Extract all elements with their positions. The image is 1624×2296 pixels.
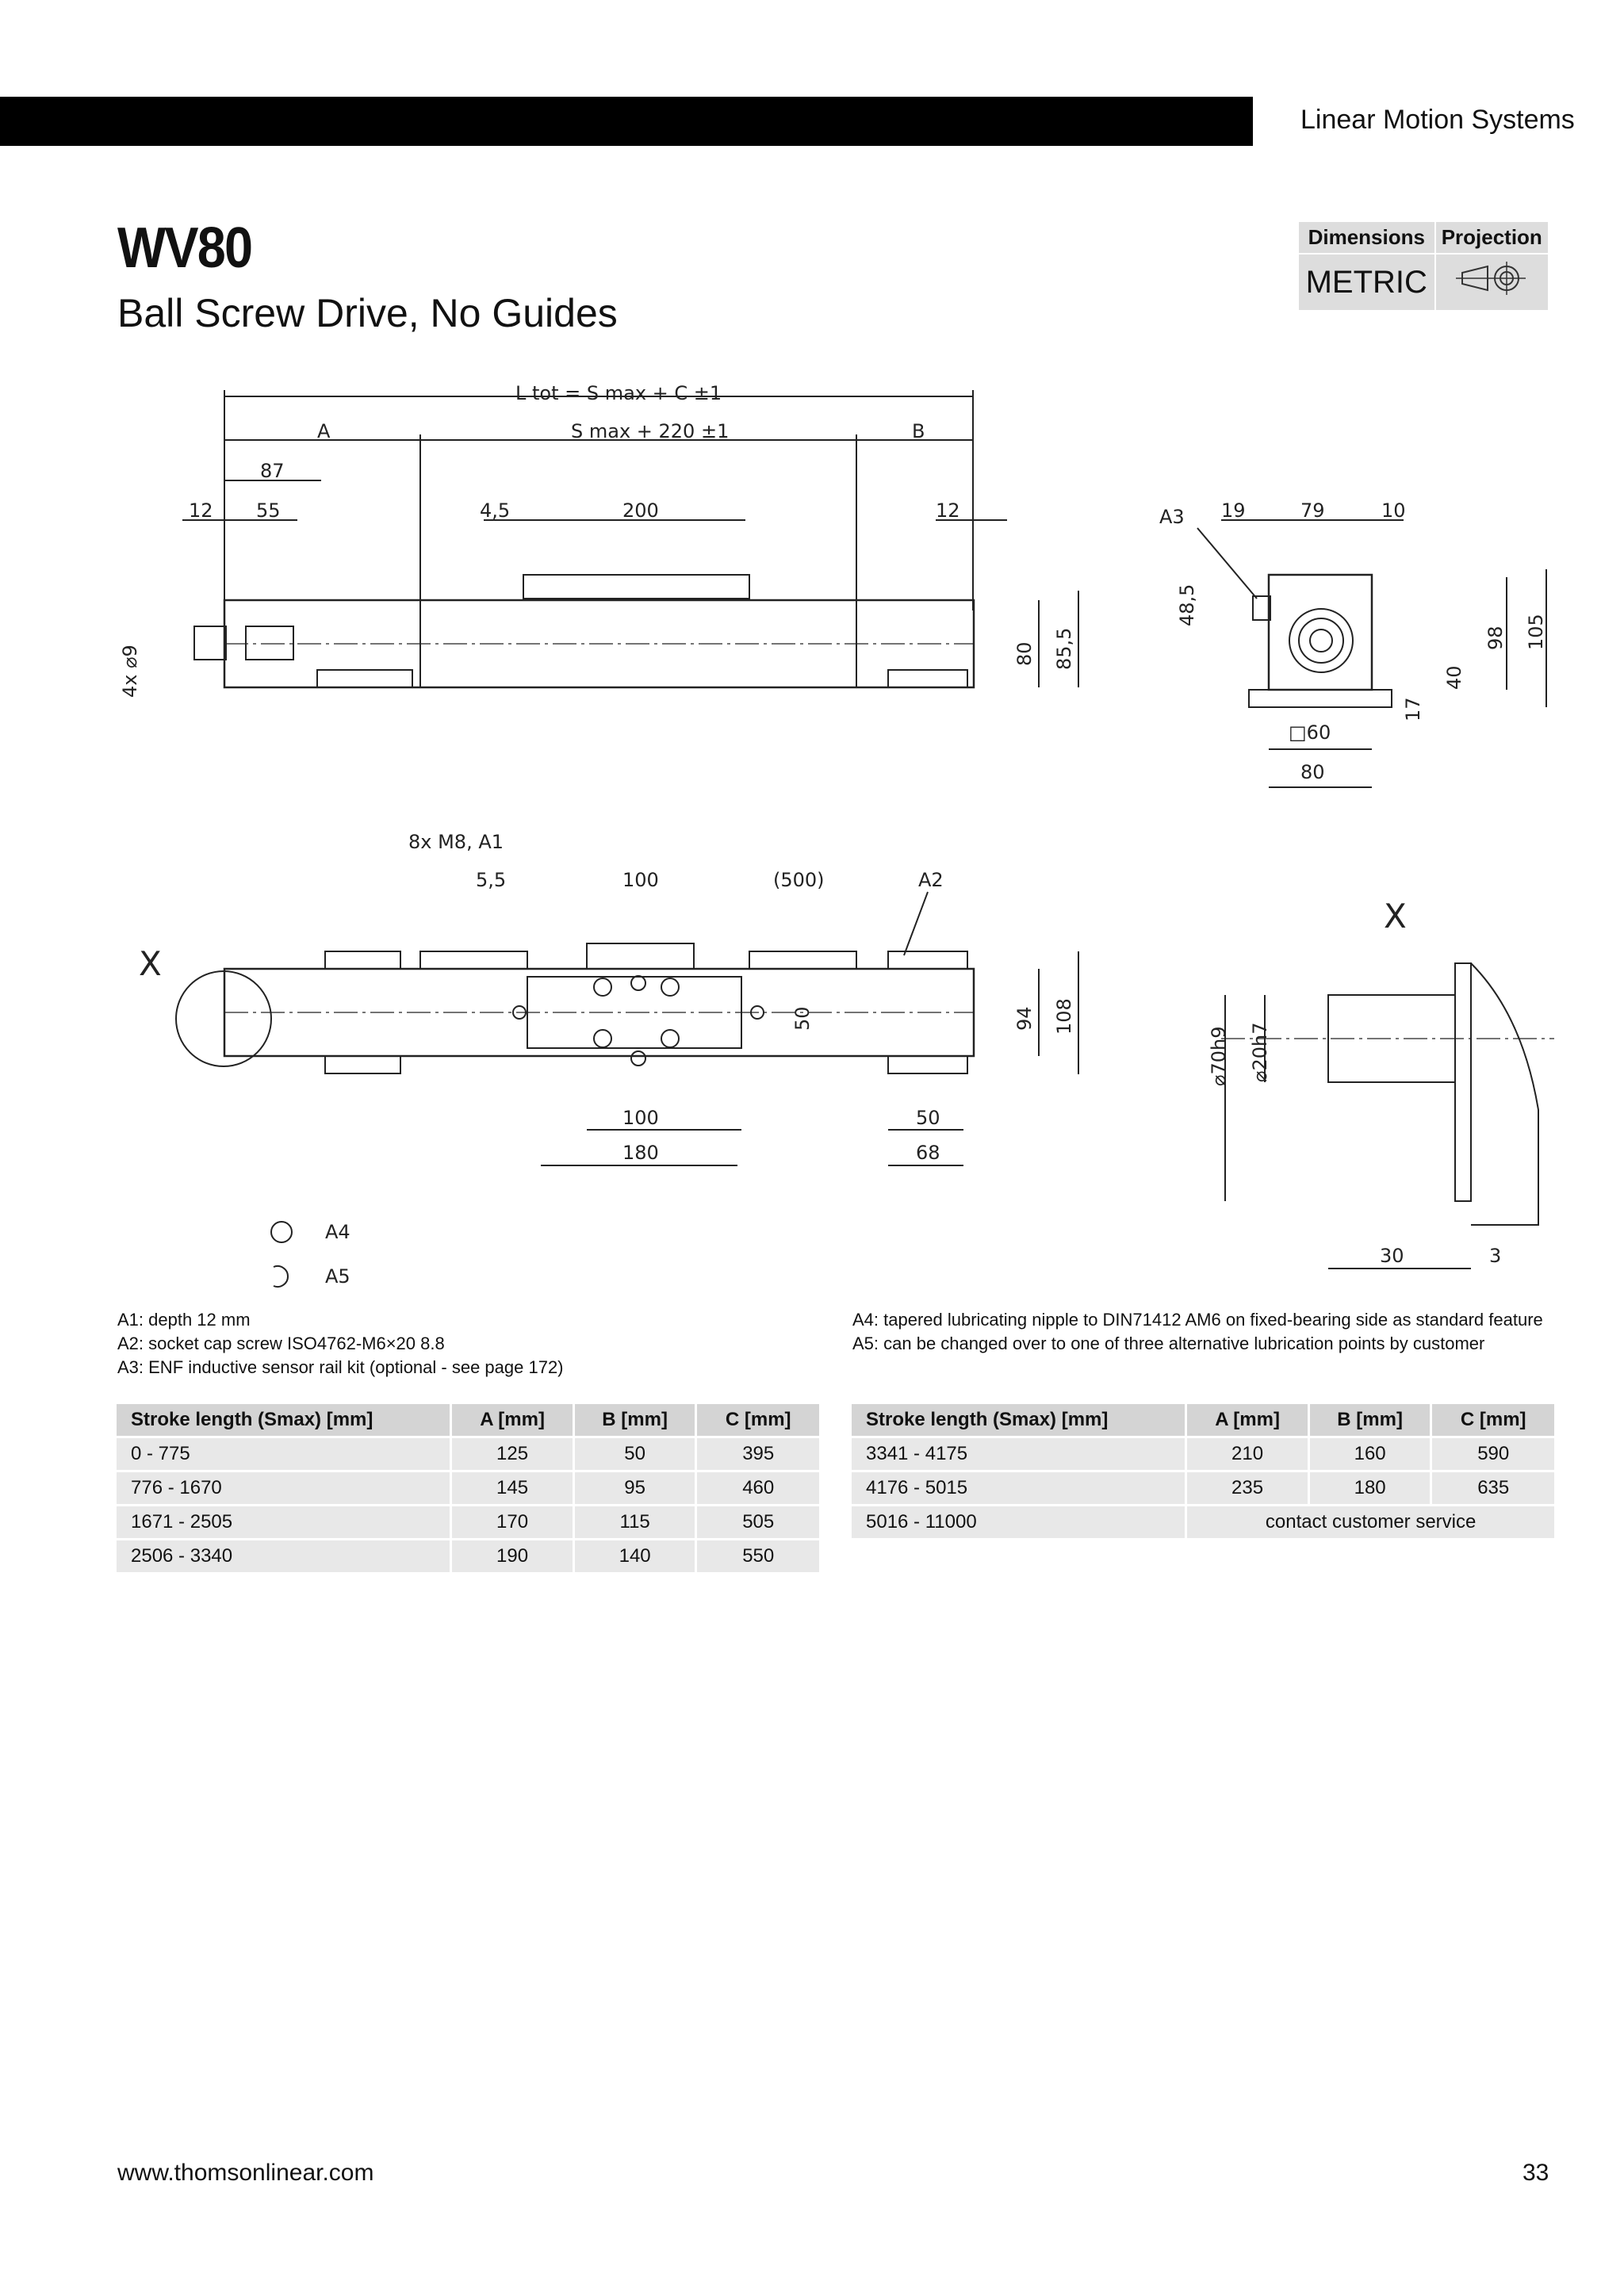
- page-title: WV80: [117, 216, 252, 280]
- dim-12a: 12: [189, 499, 213, 522]
- dim-200: 200: [622, 499, 659, 522]
- projection-label: Projection: [1435, 221, 1549, 254]
- label-a2: A2: [918, 869, 944, 891]
- notes-left: [117, 1308, 564, 1380]
- lube-nipple-icon: [271, 1222, 292, 1242]
- dim-50: 50: [791, 1006, 814, 1031]
- dim-4x9: 4x ⌀9: [119, 645, 141, 698]
- dim-98: 98: [1484, 626, 1507, 650]
- dim-87: 87: [260, 460, 285, 482]
- section-title: Linear Motion Systems: [1300, 105, 1575, 135]
- dimensions-label: Dimensions: [1298, 221, 1435, 254]
- dim-94: 94: [1013, 1006, 1036, 1031]
- notes-right: [852, 1308, 1543, 1356]
- dim-180: 180: [622, 1142, 659, 1164]
- dim-85-5: 85,5: [1053, 627, 1075, 670]
- header-bar: [0, 97, 1253, 146]
- dim-17: 17: [1402, 697, 1424, 721]
- dim-smax: S max + 220 ±1: [571, 420, 730, 442]
- technical-drawing: [111, 373, 1570, 1292]
- dim-5-5: 5,5: [476, 869, 507, 891]
- dim-ltot: L tot = S max + C ±1: [515, 382, 722, 404]
- table-row: 5016 - 11000 contact customer service: [851, 1506, 1556, 1540]
- dim-80b: 80: [1300, 761, 1325, 783]
- table-row: 3341 - 4175 210 160 590: [851, 1437, 1556, 1471]
- note-a2: A2: socket cap screw ISO4762-M6×20 8.8: [117, 1334, 445, 1353]
- dim-100b: 100: [622, 1107, 659, 1129]
- dim-20h7: ⌀20h7: [1249, 1022, 1271, 1082]
- dim-48-5: 48,5: [1176, 584, 1198, 626]
- projection-symbol-icon: [1435, 254, 1549, 311]
- page-subtitle: Ball Screw Drive, No Guides: [117, 291, 618, 335]
- table-header: Stroke length (Smax) [mm] A [mm] B [mm] C [mm]: [851, 1403, 1556, 1437]
- dim-sq60: □60: [1289, 721, 1331, 744]
- view-x-right: X: [1384, 897, 1407, 936]
- stroke-table-left: [114, 1402, 822, 1575]
- metric-value: METRIC: [1298, 254, 1435, 311]
- dim-500: (500): [773, 869, 825, 891]
- label-m8: 8x M8, A1: [408, 831, 504, 853]
- dim-108: 108: [1053, 998, 1075, 1035]
- stroke-table-right: [849, 1402, 1557, 1540]
- dim-105: 105: [1525, 614, 1547, 650]
- table-row: 2506 - 3340 190 140 550: [116, 1540, 821, 1574]
- note-a5: A5: can be changed over to one of three alternative lubrication points by customer: [852, 1334, 1485, 1353]
- dim-79: 79: [1300, 499, 1325, 522]
- table-row: 776 - 1670 145 95 460: [116, 1471, 821, 1506]
- dim-12b: 12: [936, 499, 960, 522]
- table-row: 1671 - 2505 170 115 505: [116, 1506, 821, 1540]
- contact-note: contact customer service: [1186, 1506, 1556, 1540]
- dim-30: 30: [1380, 1245, 1404, 1267]
- footer-url: www.thomsonlinear.com: [117, 2160, 374, 2186]
- dim-4-5: 4,5: [480, 499, 511, 522]
- dim-50b: 50: [916, 1107, 940, 1129]
- lube-alt-icon: [274, 1266, 288, 1287]
- view-x-left: X: [139, 944, 162, 983]
- dim-3: 3: [1489, 1245, 1502, 1267]
- dim-b: B: [912, 420, 925, 442]
- page-number: 33: [1522, 2160, 1549, 2186]
- dim-a: A: [317, 420, 331, 442]
- label-a4: A4: [325, 1221, 350, 1243]
- dim-40: 40: [1443, 665, 1465, 690]
- table-header: Stroke length (Smax) [mm] A [mm] B [mm] C [mm]: [116, 1403, 821, 1437]
- label-a3: A3: [1159, 506, 1185, 528]
- note-a1: A1: depth 12 mm: [117, 1310, 251, 1330]
- note-a4: A4: tapered lubricating nipple to DIN71412 AM6 on fixed-bearing side as standard feature: [852, 1310, 1543, 1330]
- label-a5: A5: [325, 1265, 350, 1288]
- table-row: 0 - 775 125 50 395: [116, 1437, 821, 1471]
- dim-10: 10: [1381, 499, 1406, 522]
- dim-100: 100: [622, 869, 659, 891]
- dimensions-box: [1297, 220, 1549, 312]
- dim-80: 80: [1013, 641, 1036, 666]
- dim-19: 19: [1221, 499, 1246, 522]
- dim-68: 68: [916, 1142, 940, 1164]
- table-row: 4176 - 5015 235 180 635: [851, 1471, 1556, 1506]
- dim-70h9: ⌀70h9: [1208, 1026, 1230, 1086]
- note-a3: A3: ENF inductive sensor rail kit (optional - see page 172): [117, 1357, 564, 1377]
- dim-55: 55: [256, 499, 281, 522]
